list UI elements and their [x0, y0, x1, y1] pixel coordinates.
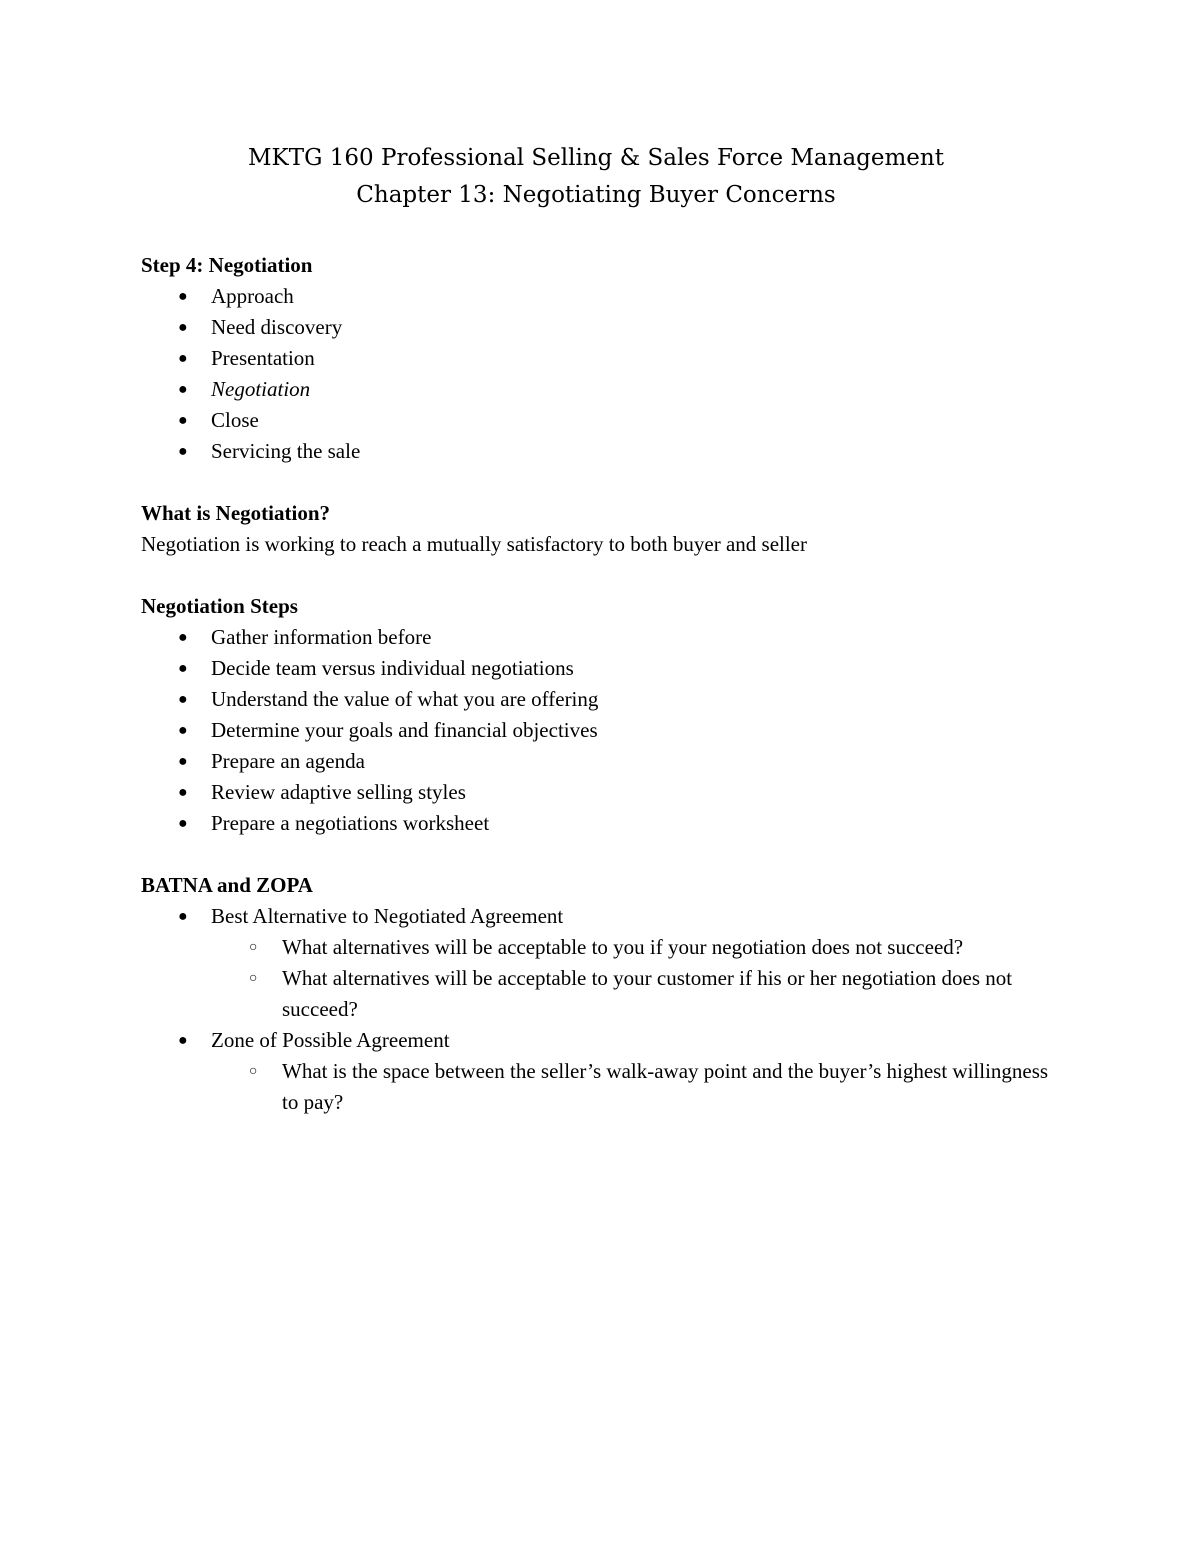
circle-bullet-icon: ○: [249, 971, 258, 986]
batna-list: [141, 901, 1101, 1118]
bullet-icon: ●: [178, 908, 188, 925]
step4-list: [141, 281, 1101, 467]
spacer: [141, 560, 1101, 591]
bullet-icon: ●: [178, 1032, 188, 1049]
bullet-icon: ●: [178, 381, 188, 398]
list-item: [141, 901, 1101, 1025]
bullet-icon: ●: [178, 288, 188, 305]
spacer: [141, 467, 1101, 498]
list-item: ● Understand the value of what you are offering: [141, 684, 1101, 715]
document-title: [0, 140, 1192, 214]
what-is-definition: Negotiation is working to reach a mutually satisfactory to both buyer and seller: [141, 532, 807, 556]
course-title: MKTG 160 Professional Selling & Sales Force Management: [248, 145, 944, 171]
zopa-label: Zone of Possible Agreement: [211, 1028, 450, 1052]
batna-label: Best Alternative to Negotiated Agreement: [211, 904, 564, 928]
list-item: ● Negotiation: [141, 374, 1101, 405]
sub-list-item: ○ What is the space between the seller’s walk-away point and the buyer’s highest willingness to pay?: [211, 1056, 1052, 1118]
batna-sublist: [211, 932, 1101, 1025]
what-is-heading: What is Negotiation?: [141, 501, 330, 525]
document-body: [141, 250, 1101, 1118]
list-item: [141, 1025, 1101, 1118]
bullet-icon: ●: [178, 753, 188, 770]
chapter-title: Chapter 13: Negotiating Buyer Concerns: [356, 182, 836, 208]
bullet-icon: ●: [178, 350, 188, 367]
sub-list-item: ○ What alternatives will be acceptable to you if your negotiation does not succeed?: [211, 932, 1052, 963]
list-item: ● Decide team versus individual negotiations: [141, 653, 1101, 684]
steps-list: [141, 622, 1101, 839]
bullet-icon: ●: [178, 815, 188, 832]
steps-heading: Negotiation Steps: [141, 594, 298, 618]
list-item: ● Review adaptive selling styles: [141, 777, 1101, 808]
bullet-icon: ●: [178, 691, 188, 708]
list-item: ● Prepare a negotiations worksheet: [141, 808, 1101, 839]
zopa-sublist: [211, 1056, 1101, 1118]
spacer: [141, 839, 1101, 870]
bullet-icon: ●: [178, 784, 188, 801]
bullet-icon: ●: [178, 319, 188, 336]
list-item: ● Determine your goals and financial objectives: [141, 715, 1101, 746]
bullet-icon: ●: [178, 722, 188, 739]
circle-bullet-icon: ○: [249, 940, 258, 955]
list-item: ● Prepare an agenda: [141, 746, 1101, 777]
list-item: ● Close: [141, 405, 1101, 436]
step4-heading: Step 4: Negotiation: [141, 253, 313, 277]
sub-list-item: ○ What alternatives will be acceptable to your customer if his or her negotiation does not succeed?: [211, 963, 1052, 1025]
bullet-icon: ●: [178, 660, 188, 677]
list-item: ● Presentation: [141, 343, 1101, 374]
bullet-icon: ●: [178, 412, 188, 429]
circle-bullet-icon: ○: [249, 1064, 258, 1079]
list-item: ● Need discovery: [141, 312, 1101, 343]
list-item: ● Servicing the sale: [141, 436, 1101, 467]
bullet-icon: ●: [178, 629, 188, 646]
bullet-icon: ●: [178, 443, 188, 460]
list-item: ● Gather information before: [141, 622, 1101, 653]
list-item: ● Approach: [141, 281, 1101, 312]
batna-heading: BATNA and ZOPA: [141, 873, 313, 897]
